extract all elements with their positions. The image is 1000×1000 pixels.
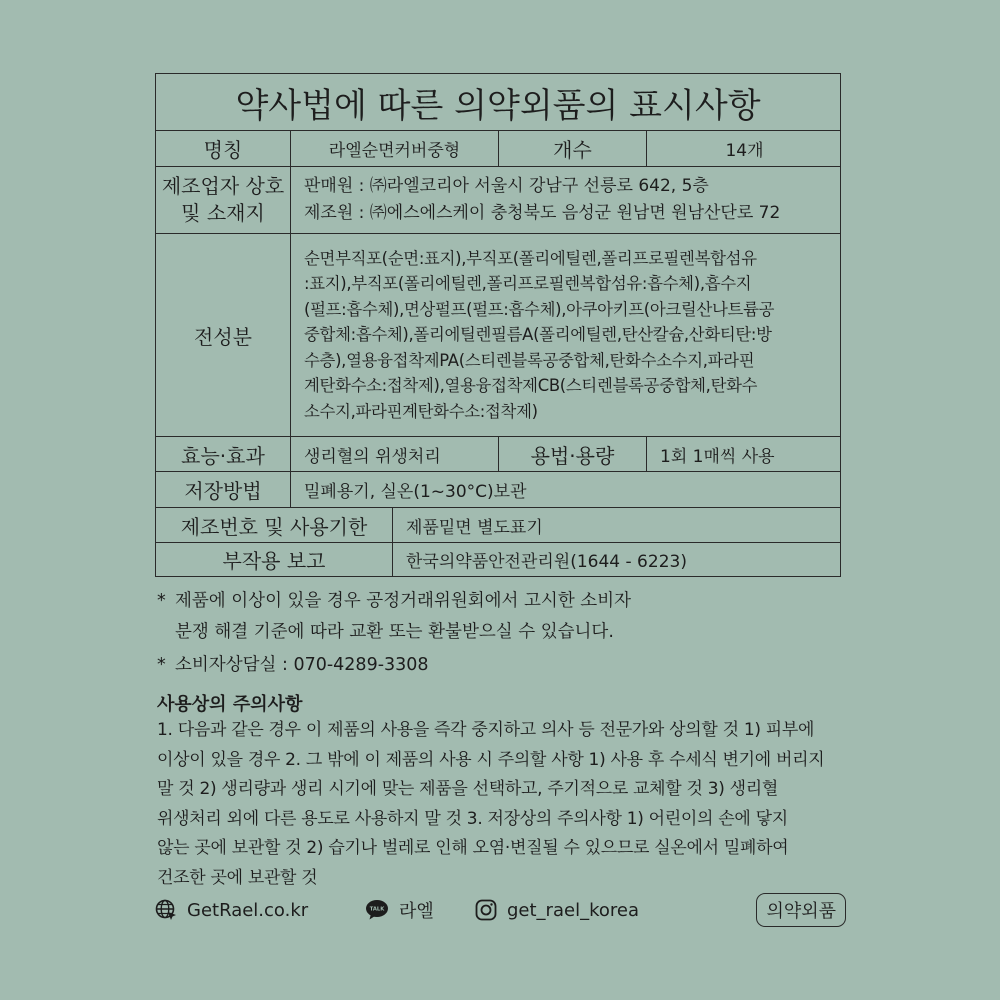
storage-label: 저장방법 <box>184 479 262 503</box>
lot-value: 제품밑면 별도표기 <box>392 508 842 542</box>
label-title: 약사법에 따른 의약외품의 표시사항 <box>235 85 761 126</box>
count-value: 14개 <box>646 131 842 166</box>
row-ingredients <box>156 233 840 436</box>
instagram-text: get_rael_korea <box>507 899 639 921</box>
website-text: GetRael.co.kr <box>187 899 309 921</box>
count-label: 개수 <box>498 131 646 166</box>
maker-label: 제조업자 상호 및 소재지 <box>161 174 285 225</box>
website-link[interactable] <box>155 890 308 930</box>
note-exchange <box>157 586 857 648</box>
row-lot <box>156 507 840 542</box>
efficacy-value: 생리혈의 위생처리 <box>290 437 498 471</box>
ingredients-label: 전성분 <box>194 324 252 349</box>
row-name <box>156 130 840 166</box>
name-label: 명칭 <box>203 138 243 162</box>
report-value: 한국의약품안전관리원(1644 - 6223) <box>392 543 842 576</box>
note-star: * <box>157 655 166 675</box>
footer <box>155 890 845 930</box>
efficacy-label: 효능·효과 <box>181 443 265 468</box>
notes-section <box>157 586 857 681</box>
maker-value: 판매원 : ㈜라엘코리아 서울시 강남구 선릉로 642, 5층 제조원 : ㈜에스에스케이 충청북도 음성군 원남면 원남산단로 72 <box>290 167 842 233</box>
kakao-text: 라엘 <box>399 901 434 922</box>
note-contact-text: 소비자상담실 : 070-4289-3308 <box>175 655 429 675</box>
report-label: 부작용 보고 <box>222 549 326 573</box>
row-report <box>156 542 840 576</box>
instagram-link[interactable] <box>475 890 639 930</box>
kakao-link[interactable] <box>365 890 434 930</box>
usage-label: 용법·용량 <box>498 437 646 471</box>
kakaotalk-icon <box>365 899 389 921</box>
kakao-icon-text: TALK <box>369 906 385 913</box>
row-efficacy <box>156 436 840 471</box>
instagram-icon <box>475 899 497 921</box>
quasi-drug-badge: 의약외품 <box>756 893 846 927</box>
caution-body: 1. 다음과 같은 경우 이 제품의 사용을 즉각 중지하고 의사 등 전문가와 상의할 것 1) 피부에 이상이 있을 경우 2. 그 밖에 이 제품의 사용 시 주의할 사항 1) 사용 후 수세식 변기에 버리지 말 것 2) 생리량과 생리 시기에 맞는 제품을 선택하고, 주기적으로 교체할 것 3) 생리혈 위생처리 외에 다른 용도로 사용하지 말 것 3. 저장상의 주의사항 1) 어린이의 손에 닿지 않는 곳에 보관할 것 2) 습기나 벌레로 인해 오염·변질될 수 있으므로 실온에서 밀폐하여 건조한 곳에 보관할 것 <box>157 720 825 888</box>
row-storage <box>156 471 840 507</box>
storage-value: 밀폐용기, 실온(1~30°C)보관 <box>290 472 842 507</box>
product-label-table <box>155 73 841 577</box>
caution-title: 사용상의 주의사항 <box>157 694 303 715</box>
ingredients-value: 순면부직포(순면:표지),부직포(폴리에틸렌,폴리프로필렌복합섬유 :표지),부직포(폴리에틸렌,폴리프로필렌복합섬유:흡수체),흡수지 (펄프:흡수체),면상펄프(펄프:흡수체),아쿠아키프(아크릴산나트륨공 중합체:흡수체),폴리에틸렌필름A(폴리에틸렌,탄산칼슘,산화티탄:방 수층),열용융접착제PA(스티렌블록공중합체,탄화수소수지,파라핀 계탄화수소:접착제),열용융접착제CB(스티렌블록공중합체,탄화수 소수지,파라핀계탄화수소:접착제) <box>290 234 842 436</box>
note-contact <box>157 650 857 681</box>
note-star: * <box>157 591 166 611</box>
row-maker <box>156 166 840 233</box>
usage-value: 1회 1매씩 사용 <box>646 437 842 471</box>
name-value: 라엘순면커버중형 <box>290 131 498 166</box>
note-exchange-text: 제품에 이상이 있을 경우 공정거래위원회에서 고시한 소비자 분쟁 해결 기준에 따라 교환 또는 환불받으실 수 있습니다. <box>175 591 631 642</box>
globe-icon <box>155 899 177 921</box>
lot-label: 제조번호 및 사용기한 <box>180 514 368 539</box>
